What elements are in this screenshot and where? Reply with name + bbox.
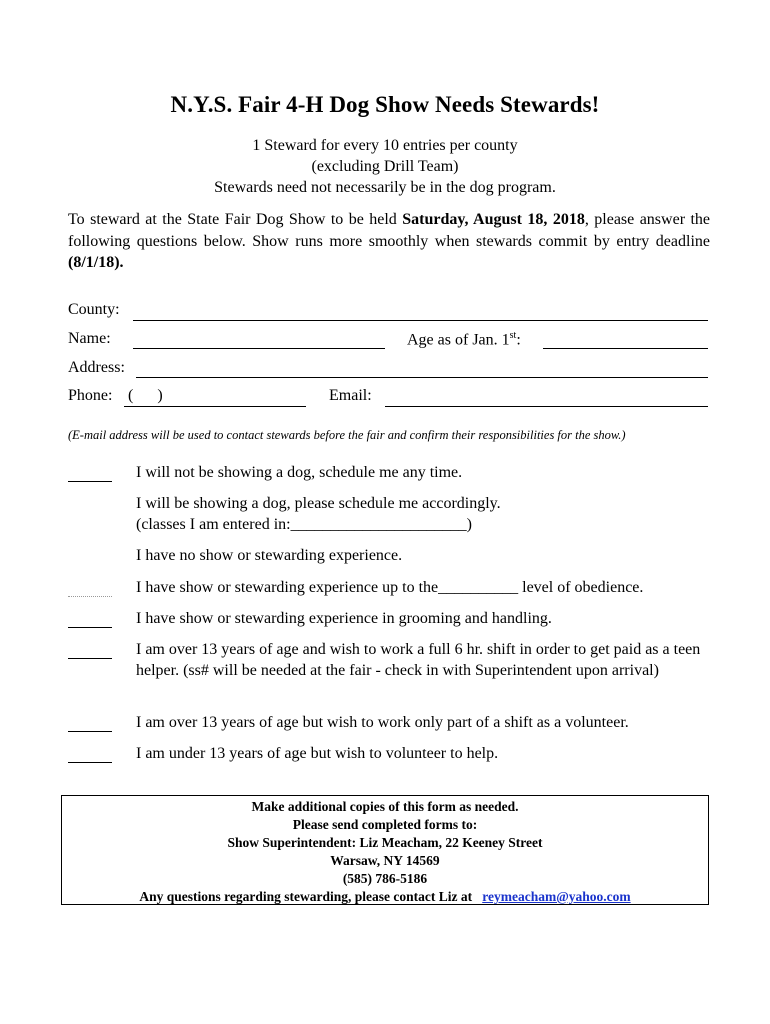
- address-field[interactable]: [136, 377, 708, 378]
- phone-label: Phone:: [68, 387, 113, 404]
- contact-box: [61, 795, 709, 905]
- option-4-checkline[interactable]: [68, 596, 112, 597]
- option-3-text: I have no show or stewarding experience.: [136, 547, 403, 564]
- footer-line-1: Make additional copies of this form as needed.: [251, 799, 519, 814]
- county-field[interactable]: [133, 320, 708, 321]
- age-field[interactable]: [543, 348, 708, 349]
- option-6-checkline[interactable]: [68, 658, 112, 659]
- option-7-checkline[interactable]: [68, 731, 112, 732]
- email-field[interactable]: [385, 406, 708, 407]
- subtitle-line-2: (excluding Drill Team): [311, 158, 459, 175]
- age-label: [407, 330, 521, 349]
- option-2-classes: (classes I am entered in:______________________): [136, 516, 472, 533]
- footer-line-6: [62, 888, 708, 906]
- name-field[interactable]: [133, 348, 385, 349]
- footer-question-text: Any questions regarding stewarding, please contact Liz at: [139, 889, 473, 904]
- entry-deadline: (8/1/18).: [68, 254, 124, 271]
- age-label-colon: :: [516, 331, 521, 349]
- page-title: N.Y.S. Fair 4-H Dog Show Needs Stewards!: [170, 92, 600, 117]
- footer-line-2: Please send completed forms to:: [292, 817, 478, 832]
- email-note: (E-mail address will be used to contact stewards before the fair and confirm their responsibilities for the show.): [68, 428, 626, 442]
- county-label: County:: [68, 301, 120, 318]
- option-8-checkline[interactable]: [68, 762, 112, 763]
- footer-line-3: Show Superintendent: Liz Meacham, 22 Keeney Street: [227, 835, 543, 850]
- age-label-sup: st: [509, 330, 517, 341]
- option-6-text: I am over 13 years of age and wish to work a full 6 hr. shift in order to get paid as a teen helper. (ss# will be needed at the fair - check in with Superintendent upon arrival): [136, 641, 701, 679]
- option-4-text: I have show or stewarding experience up to the__________ level of obedience.: [136, 579, 644, 596]
- subtitle-line-3: Stewards need not necessarily be in the dog program.: [214, 179, 556, 196]
- intro-paragraph: [68, 209, 710, 274]
- option-5-text: I have show or stewarding experience in grooming and handling.: [136, 610, 552, 627]
- option-8-text: I am under 13 years of age but wish to volunteer to help.: [136, 745, 499, 762]
- intro-part-2: , please answer the following questions below. Show runs more smoothly when stewards commit by entry deadline: [68, 211, 711, 250]
- email-label: Email:: [329, 387, 372, 404]
- option-2-text: I will be showing a dog, please schedule me accordingly.: [136, 495, 501, 512]
- footer-line-4: Warsaw, NY 14569: [330, 853, 440, 868]
- contact-email-link[interactable]: reymeacham@yahoo.com: [482, 889, 631, 904]
- subtitle-line-1: 1 Steward for every 10 entries per county: [252, 137, 518, 154]
- option-1-checkline[interactable]: [68, 481, 112, 482]
- intro-part-1: To steward at the State Fair Dog Show to be held: [68, 211, 403, 228]
- option-7-text: I am over 13 years of age but wish to work only part of a shift as a volunteer.: [136, 714, 629, 731]
- show-date: Saturday, August 18, 2018: [402, 211, 585, 228]
- option-5-checkline[interactable]: [68, 627, 112, 628]
- option-1-text: I will not be showing a dog, schedule me any time.: [136, 464, 463, 481]
- footer-line-5: (585) 786-5186: [342, 871, 428, 886]
- age-label-text: Age as of Jan. 1: [407, 331, 510, 349]
- phone-field[interactable]: [124, 406, 306, 407]
- phone-area-code: ( ): [128, 387, 163, 404]
- name-label: Name:: [68, 330, 111, 347]
- address-label: Address:: [68, 359, 125, 376]
